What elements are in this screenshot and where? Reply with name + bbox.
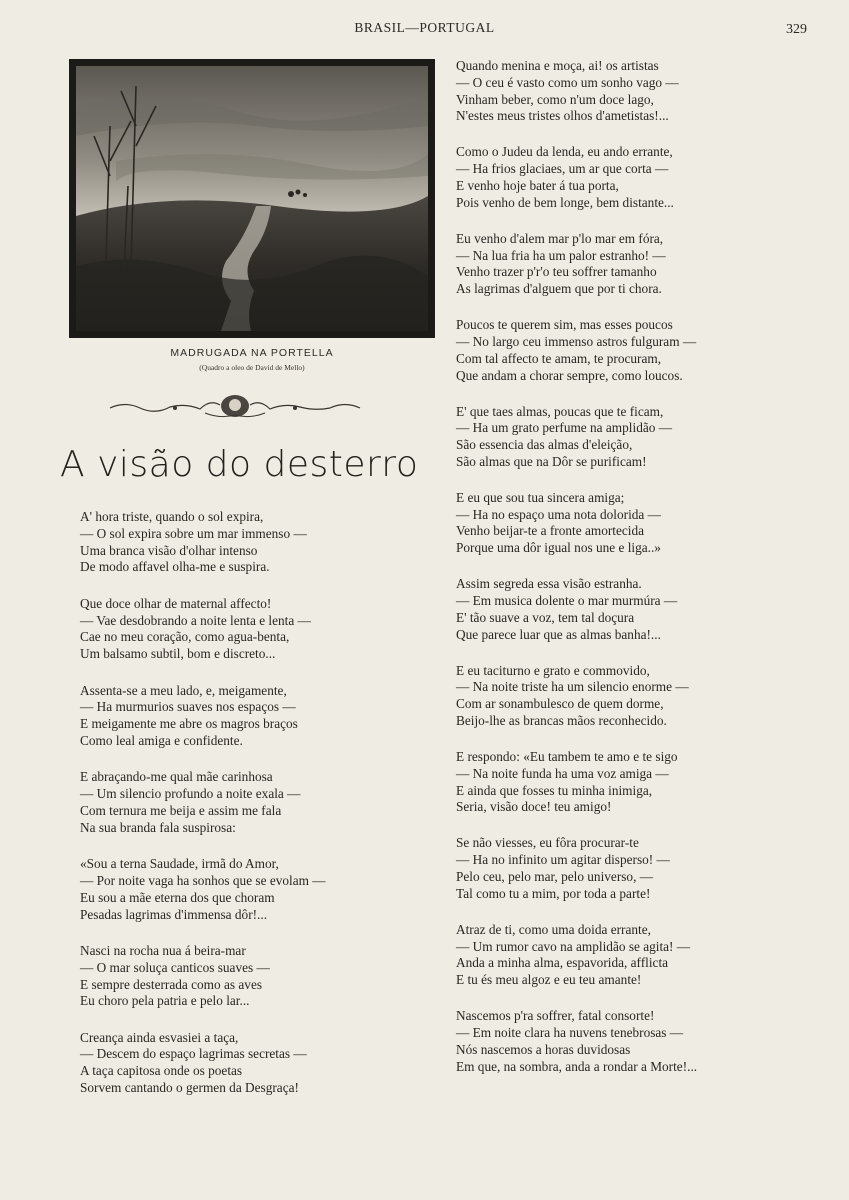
verse-line: Pelo ceu, pelo mar, pelo universo, — (456, 868, 654, 884)
stanza (456, 490, 786, 557)
verse-line: — Ha no espaço uma nota dolorida — (456, 506, 661, 522)
verse-line: Que parece luar que as almas banha!... (456, 626, 661, 642)
stanza (456, 317, 786, 384)
verse-line: N'estes meus tristes olhos d'ametistas!... (456, 108, 669, 124)
verse-line: Vinham beber, como n'um doce lago, (456, 91, 654, 107)
stanza (80, 683, 420, 750)
stanza (456, 404, 786, 471)
verse-line: Pois venho de bem longe, bem distante... (456, 194, 674, 210)
landscape-painting (76, 66, 428, 331)
verse-line: Anda a minha alma, espavorida, afflicta (456, 955, 669, 971)
verse-line: — Ha frios glaciaes, um ar que corta — (456, 161, 669, 177)
verse-line: Com ar sonambulesco de quem dorme, (456, 696, 664, 712)
verse-line: Em que, na sombra, anda a rondar a Morte!... (456, 1058, 698, 1074)
verse-line: — Ha no infinito um agitar disperso! — (456, 852, 670, 868)
verse-line: Venho beijar-te a fronte amortecida (456, 523, 645, 539)
painting-caption-subtitle: (Quadro a oleo de David de Mello) (199, 363, 305, 372)
verse-line: E tu és meu algoz e eu teu amante! (456, 972, 642, 988)
verse-line: Nasci na rocha nua á beira-mar (80, 942, 246, 958)
verse-line: Eu choro pela patria e pelo lar... (80, 993, 250, 1009)
verse-line: — Um rumor cavo na amplidão se agita! — (456, 938, 691, 954)
painting-image (69, 59, 435, 338)
verse-line: Um balsamo subtil, bom e discreto... (80, 646, 276, 662)
verse-line: Sorvem cantando o germen da Desgraça! (80, 1080, 299, 1096)
verse-line: — O sol expira sobre um mar immenso — (80, 525, 307, 541)
verse-line: E' tão suave a voz, tem tal doçura (456, 609, 635, 625)
verse-line: São essencia das almas d'eleição, (456, 437, 633, 453)
verse-line: E venho hoje bater á tua porta, (456, 177, 619, 193)
verse-line: Atraz de ti, como uma doida errante, (456, 921, 651, 937)
verse-line: — O ceu é vasto como um sonho vago — (456, 74, 679, 90)
verse-line: Quando menina e moça, ai! os artistas (456, 58, 659, 73)
stanza (80, 596, 420, 663)
ornament-divider-icon (105, 393, 365, 421)
verse-line: — Ha um grato perfume na amplidão — (456, 420, 673, 436)
page-header-title: BRASIL—PORTUGAL (354, 20, 495, 35)
verse-line: Como leal amiga e confidente. (80, 732, 243, 748)
stanza (80, 943, 420, 1010)
verse-line: Porque uma dôr igual nos une e liga..» (456, 540, 661, 556)
verse-line: Que doce olhar de maternal affecto! (80, 595, 272, 611)
poem-left-column (80, 509, 420, 1116)
verse-line: As lagrimas d'alguem que por ti chora. (456, 281, 662, 297)
verse-line: Beijo-lhe as brancas mãos reconhecido. (456, 713, 667, 729)
verse-line: A taça capitosa onde os poetas (80, 1063, 243, 1079)
verse-line: Uma branca visão d'olhar intenso (80, 542, 258, 558)
stanza (456, 835, 786, 902)
verse-line: — O mar soluça canticos suaves — (80, 959, 270, 975)
page-number: 329 (786, 22, 807, 37)
verse-line: E abraçando-me qual mãe carinhosa (80, 769, 273, 785)
verse-line: — Na noite funda ha uma voz amiga — (456, 765, 669, 781)
poem-right-column (456, 58, 786, 1095)
verse-line: — Vae desdobrando a noite lenta e lenta — (80, 612, 311, 628)
verse-line: Com ternura me beija e assim me fala (80, 802, 282, 818)
verse-line: Assenta-se a meu lado, e, meigamente, (80, 682, 287, 698)
verse-line: E eu taciturno e grato e commovido, (456, 662, 650, 678)
verse-line: — Ha murmurios suaves nos espaços — (80, 699, 296, 715)
verse-line: Assim segreda essa visão estranha. (456, 576, 642, 592)
verse-line: «Sou a terna Saudade, irmã do Amor, (80, 856, 279, 872)
stanza (456, 576, 786, 643)
stanza (456, 1008, 786, 1075)
verse-line: A' hora triste, quando o sol expira, (80, 509, 264, 524)
verse-line: — Descem do espaço lagrimas secretas — (80, 1046, 307, 1062)
verse-line: De modo affavel olha-me e suspira. (80, 559, 270, 575)
verse-line: Na sua branda fala suspirosa: (80, 819, 236, 835)
stanza (456, 749, 786, 816)
verse-line: Que andam a chorar sempre, como loucos. (456, 367, 683, 383)
verse-line: — Na lua fria ha um palor estranho! — (456, 247, 666, 263)
verse-line: — Um silencio profundo a noite exala — (80, 786, 301, 802)
verse-line: Pesadas lagrimas d'immensa dôr!... (80, 906, 268, 922)
verse-line: São almas que na Dôr se purificam! (456, 453, 647, 469)
verse-line: — Por noite vaga ha sonhos que se evolam — (80, 872, 326, 888)
verse-line: Nascemos p'ra soffrer, fatal consorte! (456, 1008, 655, 1024)
verse-line: Com tal affecto te amam, te procuram, (456, 350, 662, 366)
verse-line: E' que taes almas, poucas que te ficam, (456, 403, 664, 419)
verse-line: Seria, visão doce! teu amigo! (456, 799, 612, 815)
verse-line: E eu que sou tua sincera amiga; (456, 489, 625, 505)
verse-line: — Em noite clara ha nuvens tenebrosas — (456, 1024, 684, 1040)
verse-line: Cae no meu coração, como agua-benta, (80, 629, 290, 645)
stanza (456, 144, 786, 211)
stanza (80, 769, 420, 836)
verse-line: E meigamente me abre os magros braços (80, 716, 298, 732)
stanza (80, 1030, 420, 1097)
verse-line: — Na noite triste ha um silencio enorme — (456, 679, 689, 695)
verse-line: Eu venho d'alem mar p'lo mar em fóra, (456, 230, 664, 246)
verse-line: Se não viesses, eu fôra procurar-te (456, 835, 639, 851)
verse-line: E respondo: «Eu tambem te amo e te sigo (456, 749, 678, 764)
verse-line: Poucos te querem sim, mas esses poucos (456, 317, 673, 333)
verse-line: E sempre desterrada como as aves (80, 976, 263, 992)
verse-line: — Em musica dolente o mar murmúra — (456, 593, 678, 609)
verse-line: Nós nascemos a horas duvidosas (456, 1041, 631, 1057)
stanza (456, 58, 786, 125)
verse-line: Como o Judeu da lenda, eu ando errante, (456, 144, 673, 160)
stanza (80, 509, 420, 576)
verse-line: Creança ainda esvasiei a taça, (80, 1029, 239, 1045)
verse-line: — No largo ceu immenso astros fulguram — (456, 333, 697, 349)
verse-line: Venho trazer p'r'o teu soffrer tamanho (456, 264, 657, 280)
stanza (80, 856, 420, 923)
stanza (456, 922, 786, 989)
poem-title: A visão do desterro (60, 444, 419, 485)
stanza (456, 663, 786, 730)
verse-line: E ainda que fosses tu minha inimiga, (456, 782, 653, 798)
painting-caption: MADRUGADA NA PORTELLA (170, 347, 334, 359)
verse-line: Eu sou a mãe eterna dos que choram (80, 889, 275, 905)
stanza (456, 231, 786, 298)
verse-line: Tal como tu a mim, por toda a parte! (456, 885, 651, 901)
